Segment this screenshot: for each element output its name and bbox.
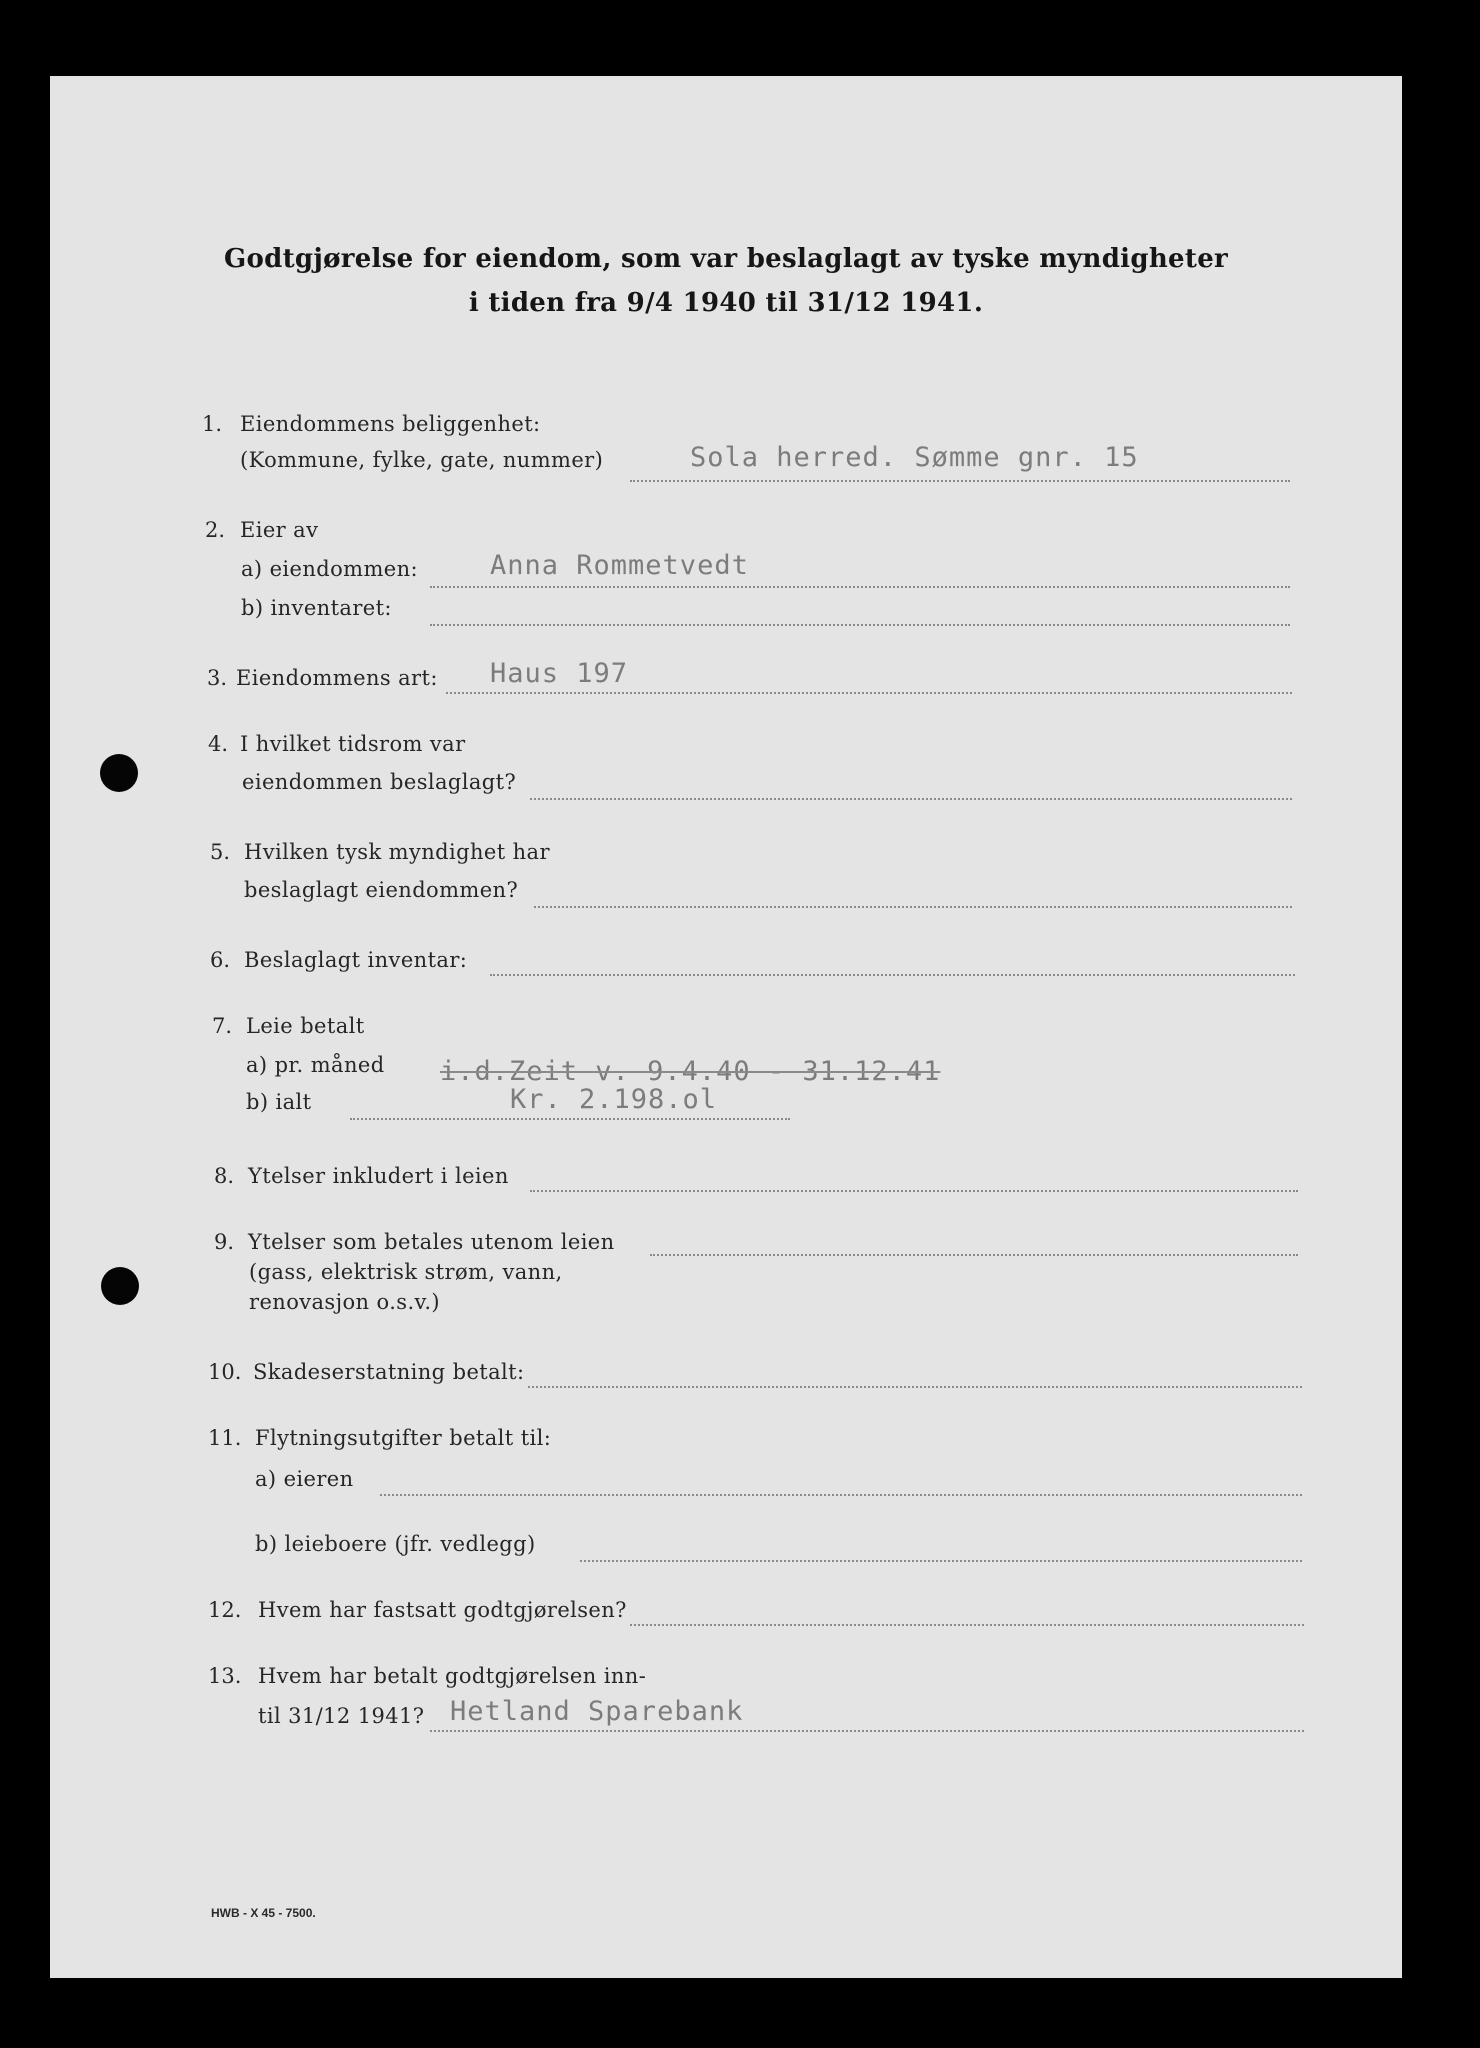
q13-label-line2: til 31/12 1941? <box>258 1704 425 1728</box>
q11a-answer-line <box>380 1494 1302 1496</box>
q10-answer-line <box>528 1386 1302 1388</box>
q2a-label: a) eiendommen: <box>241 557 419 581</box>
item-number-4: 4. <box>208 732 229 756</box>
item-number-9: 9. <box>214 1230 235 1254</box>
q5-answer-line <box>534 906 1292 908</box>
item-number-6: 6. <box>210 948 231 972</box>
item-number-10: 10. <box>208 1360 242 1384</box>
punch-hole-top <box>100 754 138 792</box>
q8-label: Ytelser inkludert i leien <box>248 1164 509 1188</box>
item-number-11: 11. <box>208 1426 242 1450</box>
q1-label-line2: (Kommune, fylke, gate, nummer) <box>240 448 604 472</box>
q5-label-line1: Hvilken tysk myndighet har <box>244 840 550 864</box>
item-number-8: 8. <box>214 1164 235 1188</box>
q13-answer: Hetland Sparebank <box>450 1696 744 1727</box>
q1-answer-line <box>630 480 1290 482</box>
q6-label: Beslaglagt inventar: <box>244 948 468 972</box>
q2-label-line1: Eier av <box>240 518 319 542</box>
q9-label-line2: (gass, elektrisk strøm, vann, <box>249 1260 563 1284</box>
q7a-label: a) pr. måned <box>246 1053 385 1077</box>
q9-answer-line <box>650 1254 1298 1256</box>
form-title-line1: Godtgjørelse for eiendom, som var beslaglagt av tyske myndigheter <box>223 244 1229 274</box>
q7-label-line1: Leie betalt <box>246 1014 365 1038</box>
q7b-answer: Kr. 2.198.ol <box>510 1084 718 1115</box>
item-number-2: 2. <box>205 518 226 542</box>
q12-answer-line <box>630 1624 1304 1626</box>
q3-label: Eiendommens art: <box>236 666 438 690</box>
punch-hole-bottom <box>101 1267 139 1305</box>
q3-answer-line <box>446 692 1292 694</box>
q13-label-line1: Hvem har betalt godtgjørelsen inn- <box>258 1664 647 1688</box>
q2a-answer: Anna Rommetvedt <box>490 550 749 581</box>
q1-label-line1: Eiendommens beliggenhet: <box>240 412 541 436</box>
q6-answer-line <box>490 974 1295 976</box>
form-footer-code: HWB - X 45 - 7500. <box>211 1906 316 1920</box>
item-number-5: 5. <box>210 840 231 864</box>
form-title-line2: i tiden fra 9/4 1940 til 31/12 1941. <box>468 288 984 318</box>
q8-answer-line <box>530 1190 1298 1192</box>
q12-label: Hvem har fastsatt godtgjørelsen? <box>258 1598 627 1622</box>
q3-answer: Haus 197 <box>490 658 629 689</box>
q4-label-line2: eiendommen beslaglagt? <box>242 770 517 794</box>
q7b-answer-line <box>350 1118 790 1120</box>
q11-label-line1: Flytningsutgifter betalt til: <box>255 1426 552 1450</box>
q9-label-line3: renovasjon o.s.v.) <box>249 1290 440 1314</box>
item-number-13: 13. <box>208 1664 242 1688</box>
q11b-label: b) leieboere (jfr. vedlegg) <box>255 1532 536 1556</box>
q2b-label: b) inventaret: <box>241 596 392 620</box>
item-number-1: 1. <box>202 412 223 436</box>
q7b-label: b) ialt <box>246 1090 312 1114</box>
q4-label-line1: I hvilket tidsrom var <box>240 732 466 756</box>
q1-answer: Sola herred. Sømme gnr. 15 <box>690 442 1139 473</box>
item-number-3: 3. <box>207 666 228 690</box>
q5-label-line2: beslaglagt eiendommen? <box>244 878 519 902</box>
q11b-answer-line <box>580 1560 1302 1562</box>
form-sheet <box>50 76 1402 1978</box>
q7a-answer: i.d.Zeit v. 9.4.40 - 31.12.41 <box>440 1056 941 1087</box>
item-number-12: 12. <box>208 1598 242 1622</box>
q9-label-line1: Ytelser som betales utenom leien <box>248 1230 615 1254</box>
q4-answer-line <box>530 798 1292 800</box>
q13-answer-line <box>430 1730 1304 1732</box>
q10-label: Skadeserstatning betalt: <box>253 1360 525 1384</box>
item-number-7: 7. <box>212 1014 233 1038</box>
q2b-answer-line <box>430 624 1290 626</box>
q11a-label: a) eieren <box>255 1467 354 1491</box>
q2a-answer-line <box>430 586 1290 588</box>
